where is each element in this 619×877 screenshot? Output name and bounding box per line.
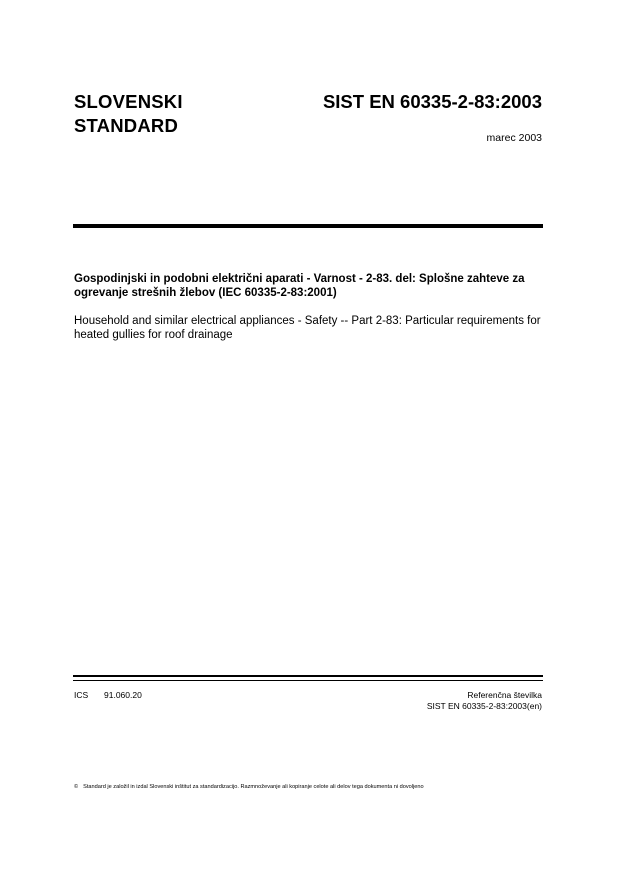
copyright-notice [74,783,544,791]
standard-type-line-2: STANDARD [74,115,179,136]
standard-type-line-1: SLOVENSKI [74,91,183,112]
reference-block [427,690,542,712]
copyright-symbol: © [74,784,79,790]
publication-date: marec 2003 [486,132,542,144]
ics-classification [74,690,142,701]
reference-label: Referenčna številka [467,690,542,700]
reference-number: SIST EN 60335-2-83:2003(en) [426,701,542,711]
standard-code: SIST EN 60335-2-83:2003 [322,91,542,112]
title-english: Household and similar electrical appliances - Safety -- Part 2-83: Particular requirements for heated gullies for roof drainage [74,315,541,341]
standard-type-label [74,90,183,138]
copyright-text: Standard je založil in izdal Slovenski inštitut za standardizacijo. Razmnoževanje ali kopiranje celote ali delov tega dokumenta ni dovoljeno [83,784,424,790]
header-divider [73,224,543,228]
ics-label: ICS [74,690,89,700]
footer-divider-thick [73,675,543,677]
ics-code: 91.060.20 [104,690,142,700]
title-slovenian: Gospodinjski in podobni električni aparati - Varnost - 2-83. del: Splošne zahteve za ogrevanje strešnih žlebov (IEC 60335-2-83:2001) [74,273,525,299]
footer-divider-thin [73,680,543,681]
